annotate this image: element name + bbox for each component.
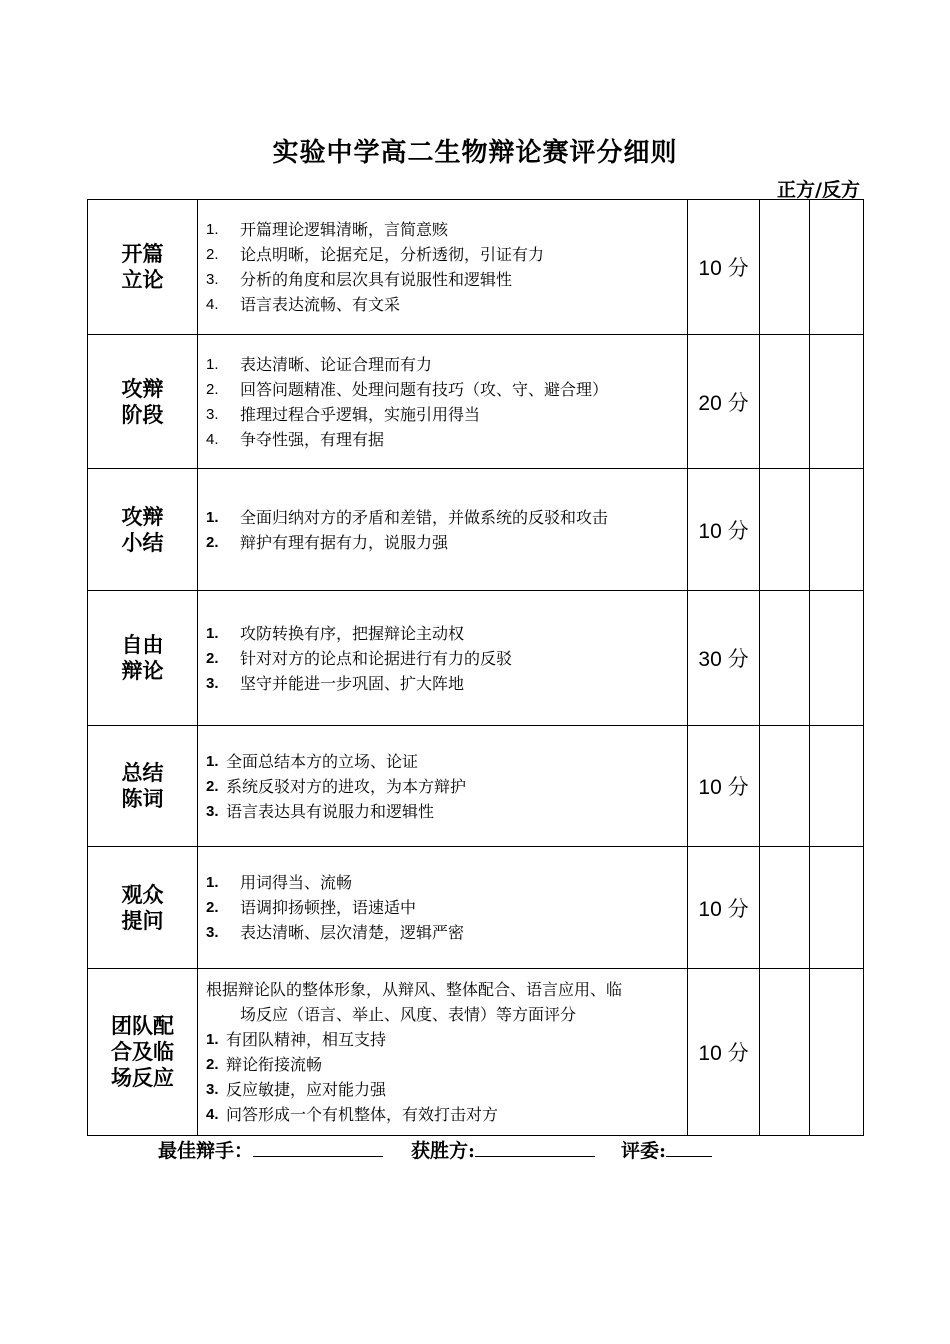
judge-label: 评委: [621,1140,667,1162]
score-cell: 10 分 [688,200,760,335]
criterion-number: 3. [206,802,219,820]
pro-score-blank[interactable] [760,591,810,726]
criterion-number: 2. [206,380,219,398]
criterion-number: 1. [206,508,219,526]
pro-score-blank[interactable] [760,335,810,469]
winner-field[interactable] [475,1136,595,1157]
page-title: 实验中学高二生物辩论赛评分细则 [272,138,678,168]
criteria-cell [198,469,688,591]
criterion-text: 辩护有理有据有力，说服力强 [240,532,449,552]
criterion-text: 表达清晰、论证合理而有力 [240,354,433,374]
criterion-number: 1. [206,1031,219,1048]
category-cell [88,591,198,726]
criterion-number: 2. [206,899,219,916]
criterion-text: 系统反驳对方的进攻，为本方辩护 [226,776,467,796]
criterion-item [206,377,681,402]
signature-footer [158,1136,712,1163]
criteria-cell [198,726,688,847]
criterion-item [206,505,681,530]
category-line: 辩论 [121,658,164,683]
category-line: 小结 [121,529,164,555]
category-line: 自由 [121,632,164,657]
criterion-number: 1. [206,221,219,238]
criterion-text: 问答形成一个有机整体，有效打击对方 [226,1105,499,1124]
criterion-text: 反应敏捷，应对能力强 [226,1080,387,1099]
criteria-intro-line: 根据辩论队的整体形象，从辩风、整体配合、语言应用、临 [206,980,623,999]
criterion-text: 开篇理论逻辑清晰，言简意赅 [240,220,449,239]
criterion-item [206,749,681,774]
criterion-number: 4. [206,1106,219,1123]
table-row [88,847,864,969]
criterion-text: 用词得当、流畅 [240,873,353,892]
criteria-cell [198,591,688,726]
criterion-number: 4. [206,430,219,448]
criterion-text: 论点明晰，论据充足，分析透彻，引证有力 [240,245,545,264]
table-row [88,469,864,591]
criterion-text: 语言表达具有说服力和逻辑性 [226,801,435,821]
criterion-number: 3. [206,405,219,423]
category-line: 场反应 [111,1065,174,1090]
criterion-number: 3. [206,674,219,692]
category-line: 合及临 [111,1039,174,1064]
criterion-number: 1. [206,624,219,642]
criterion-item [206,621,681,646]
criterion-number: 3. [206,271,219,288]
score-cell: 20 分 [688,335,760,469]
criterion-number: 1. [206,355,219,373]
con-score-blank[interactable] [810,335,864,469]
criteria-cell [198,200,688,335]
category-line: 阶段 [121,401,164,427]
category-line: 立论 [121,267,164,292]
con-score-blank[interactable] [810,200,864,335]
criterion-item [206,870,681,895]
score-cell: 10 分 [688,847,760,969]
criterion-item [206,217,681,242]
criterion-item [206,646,681,671]
criteria-cell [198,847,688,969]
category-cell [88,335,198,469]
con-score-blank[interactable] [810,726,864,847]
pro-score-blank[interactable] [760,847,810,969]
criterion-text: 分析的角度和层次具有说服性和逻辑性 [240,270,513,289]
criterion-text: 全面总结本方的立场、论证 [226,751,419,771]
criterion-item [206,671,681,696]
score-cell: 30 分 [688,591,760,726]
category-line: 攻辩 [121,375,164,401]
criterion-number: 2. [206,246,219,263]
criterion-number: 1. [206,874,219,891]
criterion-text: 语言表达流畅、有文采 [240,295,401,314]
criteria-intro-line: 场反应（语言、举止、风度、表情）等方面评分 [240,1005,577,1024]
winner-label: 获胜方: [411,1140,476,1162]
category-cell [88,726,198,847]
category-line: 提问 [121,907,164,933]
criterion-item [206,1077,681,1102]
category-line: 团队配 [111,1013,174,1038]
criterion-text: 坚守并能进一步巩固、扩大阵地 [240,673,465,693]
criteria-intro [206,977,681,1027]
criterion-item [206,799,681,824]
criterion-number: 2. [206,777,219,795]
category-line: 陈词 [121,786,164,811]
side-label: 正方/反方 [777,179,860,201]
category-line: 开篇 [121,241,164,266]
criterion-number: 1. [206,752,219,770]
category-cell [88,200,198,335]
pro-score-blank[interactable] [760,200,810,335]
category-cell [88,969,198,1136]
table-row [88,591,864,726]
table-row [88,726,864,847]
score-cell: 10 分 [688,969,760,1136]
best-debater-field[interactable] [253,1136,383,1157]
criterion-text: 语调抑扬顿挫，语速适中 [240,898,417,917]
criterion-item [206,242,681,267]
table-row [88,969,864,1136]
criterion-item [206,1102,681,1127]
criterion-item [206,1027,681,1052]
pro-score-blank[interactable] [760,726,810,847]
criteria-cell [198,335,688,469]
pro-score-blank[interactable] [760,969,810,1136]
judge-field[interactable] [666,1136,712,1157]
criterion-item [206,402,681,427]
score-cell: 10 分 [688,726,760,847]
scoring-table [87,199,864,1136]
criterion-text: 争夺性强，有理有据 [240,429,385,449]
criterion-text: 针对对方的论点和论据进行有力的反驳 [240,648,513,668]
criterion-number: 2. [206,649,219,667]
criterion-number: 2. [206,1056,219,1073]
criterion-item [206,530,681,555]
con-score-blank[interactable] [810,969,864,1136]
pro-score-blank[interactable] [760,469,810,591]
criterion-item [206,774,681,799]
criterion-item [206,920,681,945]
criterion-item [206,1052,681,1077]
criterion-item [206,895,681,920]
category-line: 观众 [121,881,164,907]
con-score-blank[interactable] [810,847,864,969]
criterion-text: 辩论衔接流畅 [226,1055,323,1074]
con-score-blank[interactable] [810,469,864,591]
criterion-item [206,292,681,317]
category-line: 攻辩 [121,503,164,529]
score-cell: 10 分 [688,469,760,591]
criteria-cell [198,969,688,1136]
criterion-number: 4. [206,296,219,313]
category-line: 总结 [121,760,164,785]
criterion-item [206,427,681,452]
criterion-number: 3. [206,924,219,941]
criterion-item [206,352,681,377]
criterion-text: 有团队精神，相互支持 [226,1030,387,1049]
category-cell [88,847,198,969]
table-row [88,335,864,469]
category-cell [88,469,198,591]
best-debater-label: 最佳辩手： [158,1140,254,1162]
criterion-text: 全面归纳对方的矛盾和差错，并做系统的反驳和攻击 [240,507,609,527]
criterion-text: 推理过程合乎逻辑，实施引用得当 [240,404,481,424]
criterion-number: 3. [206,1081,219,1098]
criterion-text: 表达清晰、层次清楚，逻辑严密 [240,923,465,942]
criterion-text: 攻防转换有序，把握辩论主动权 [240,623,465,643]
table-row [88,200,864,335]
con-score-blank[interactable] [810,591,864,726]
criterion-item [206,267,681,292]
criterion-text: 回答问题精准、处理问题有技巧（攻、守、避合理） [240,379,609,399]
criterion-number: 2. [206,533,219,551]
